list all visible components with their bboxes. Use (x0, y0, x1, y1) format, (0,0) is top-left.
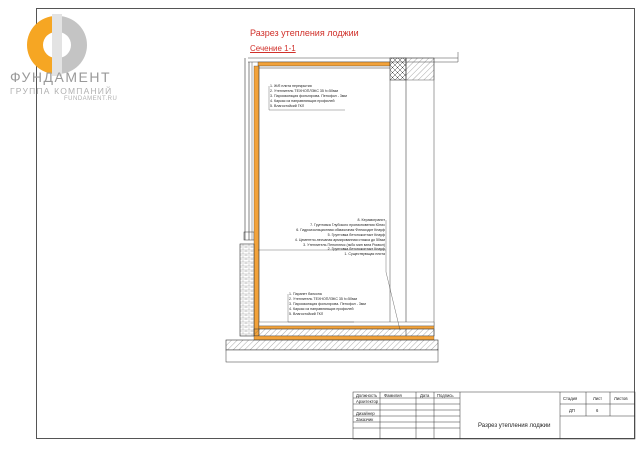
note-line: 5. Влагостойкий ГКЛ (289, 311, 324, 316)
stamp-stage-value: ДП (569, 408, 575, 413)
stamp-col-position: Должность (356, 393, 378, 398)
note-line: 7. Грунтовка Глубокого проникновения Юнис (310, 222, 385, 227)
note-line: 6. Гидроизоляционная обмазочная Флексидит Кнауф (296, 227, 385, 232)
notes-parapet (289, 292, 366, 317)
logo-tagline: ГРУППА КОМПАНИЙ (10, 86, 113, 96)
note-line: 4. Каркас из направляющих профилей (270, 98, 335, 103)
note-line: 2. Грунтовка бетоноконтакт Кнауф (327, 247, 385, 252)
parapet-brick (240, 244, 254, 336)
note-line: 4. Каркас из направляющих профилей (289, 306, 354, 311)
note-line: 2. Утеплитель ТЕХНОПЛЭКС 35 h=50мм (270, 88, 338, 93)
note-line: 5. Влагостойкий ГКЛ (270, 103, 305, 108)
section-label: Сечение 1-1 (250, 44, 296, 53)
floor-slab (226, 340, 438, 350)
window-frame (244, 58, 254, 240)
note-line: 3. Пароизоляция фольгирова. Пенофол - 3мм (289, 301, 366, 306)
stamp-col-surname: Фамилия (384, 393, 402, 398)
wall-crosshatch-block (390, 58, 406, 80)
stamp-row-customer: Заказчик (356, 417, 374, 422)
note-line: 2. Утеплитель ТЕХНОПЛЭКС 35 h=50мм (289, 296, 357, 301)
note-line: 5. Грунтовка бетоноконтакт Кнауф (327, 232, 385, 237)
stamp-row-designer: Дизайнер (356, 411, 375, 416)
notes-ceiling (270, 84, 347, 109)
floor-insulation-layer (259, 326, 434, 329)
wall-insulation-layer (254, 66, 259, 336)
ceiling-insulation-layer (258, 62, 390, 66)
note-line: 1. Ж/б плита перекрытия (270, 84, 312, 88)
stamp-col-date: Дата (420, 393, 430, 398)
note-line: 1. Парапет балкона (289, 292, 322, 296)
note-line: 1. Существующая плита (344, 252, 385, 257)
note-line: 8. Керамогранит (357, 218, 385, 222)
logo-website: FUNDAMENT.RU (64, 96, 118, 102)
stamp-drawing-title: Разрез утепления лоджии (478, 423, 551, 429)
stamp-stage-label: Стадия (563, 396, 578, 401)
note-line: 3. Пароизоляция фольгирова. Пенофол - 3мм (270, 93, 347, 98)
stamp-sheet-label: Лист (593, 396, 603, 401)
stamp-sheets-label: Листов (614, 396, 628, 401)
note-line: 3. Утеплитель Пеноплекс (экбо мин вата Роквол) (303, 242, 385, 247)
stamp-row-architect: Архитектор (356, 399, 379, 404)
note-line: 4. Цементно-песчаная армированная стяжка до 50мм (294, 237, 385, 242)
wall-hatch-block (406, 58, 434, 80)
stamp-sheet-value: 6 (596, 408, 599, 413)
sheet-title: Разрез утепления лоджии (250, 28, 359, 38)
notes-floor (270, 218, 385, 257)
stamp-col-signature: Подпись (437, 393, 454, 398)
logo-company-name: ФУНДАМЕНТ (10, 69, 111, 85)
